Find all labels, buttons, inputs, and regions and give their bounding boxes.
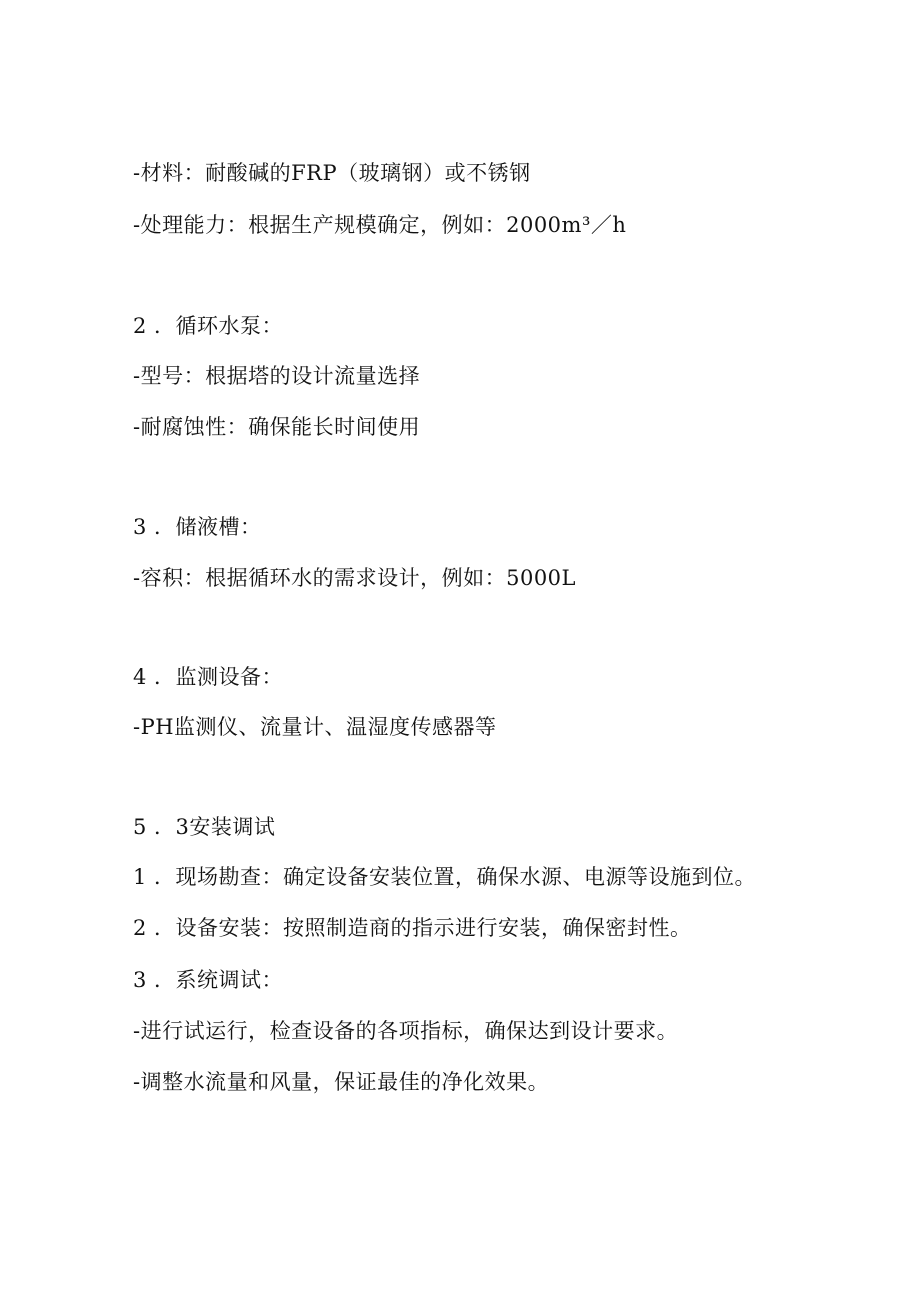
install-survey-line: 1 ．现场勘查：确定设备安装位置，确保水源、电源等设施到位。 [133,865,757,889]
material-line: -材料：耐酸碱的FRP（玻璃钢）或不锈钢 [133,161,531,185]
section-tank-heading: 3 ．储液槽： [133,515,262,539]
pump-model-line: -型号：根据塔的设计流量选择 [133,364,421,388]
section-monitor-heading: 4 ．监测设备： [133,665,284,689]
section-install-heading: 5 ．3安装调试 [133,815,276,839]
install-equipment-line: 2 ．设备安装：按照制造商的指示进行安装，确保密封性。 [133,916,692,940]
monitor-devices-line: -PH监测仪、流量计、温湿度传感器等 [133,715,497,739]
trial-run-line: -进行试运行，检查设备的各项指标，确保达到设计要求。 [133,1019,679,1043]
tank-volume-line: -容积：根据循环水的需求设计，例如：5000L [133,566,576,590]
pump-corrosion-line: -耐腐蚀性：确保能长时间使用 [133,415,421,439]
system-debug-heading: 3 ．系统调试： [133,968,284,992]
section-pump-heading: 2 ．循环水泵： [133,314,284,338]
adjust-flow-line: -调整水流量和风量，保证最佳的净化效果。 [133,1070,550,1094]
capacity-line: -处理能力：根据生产规模确定，例如：2000m³／h [133,213,627,237]
